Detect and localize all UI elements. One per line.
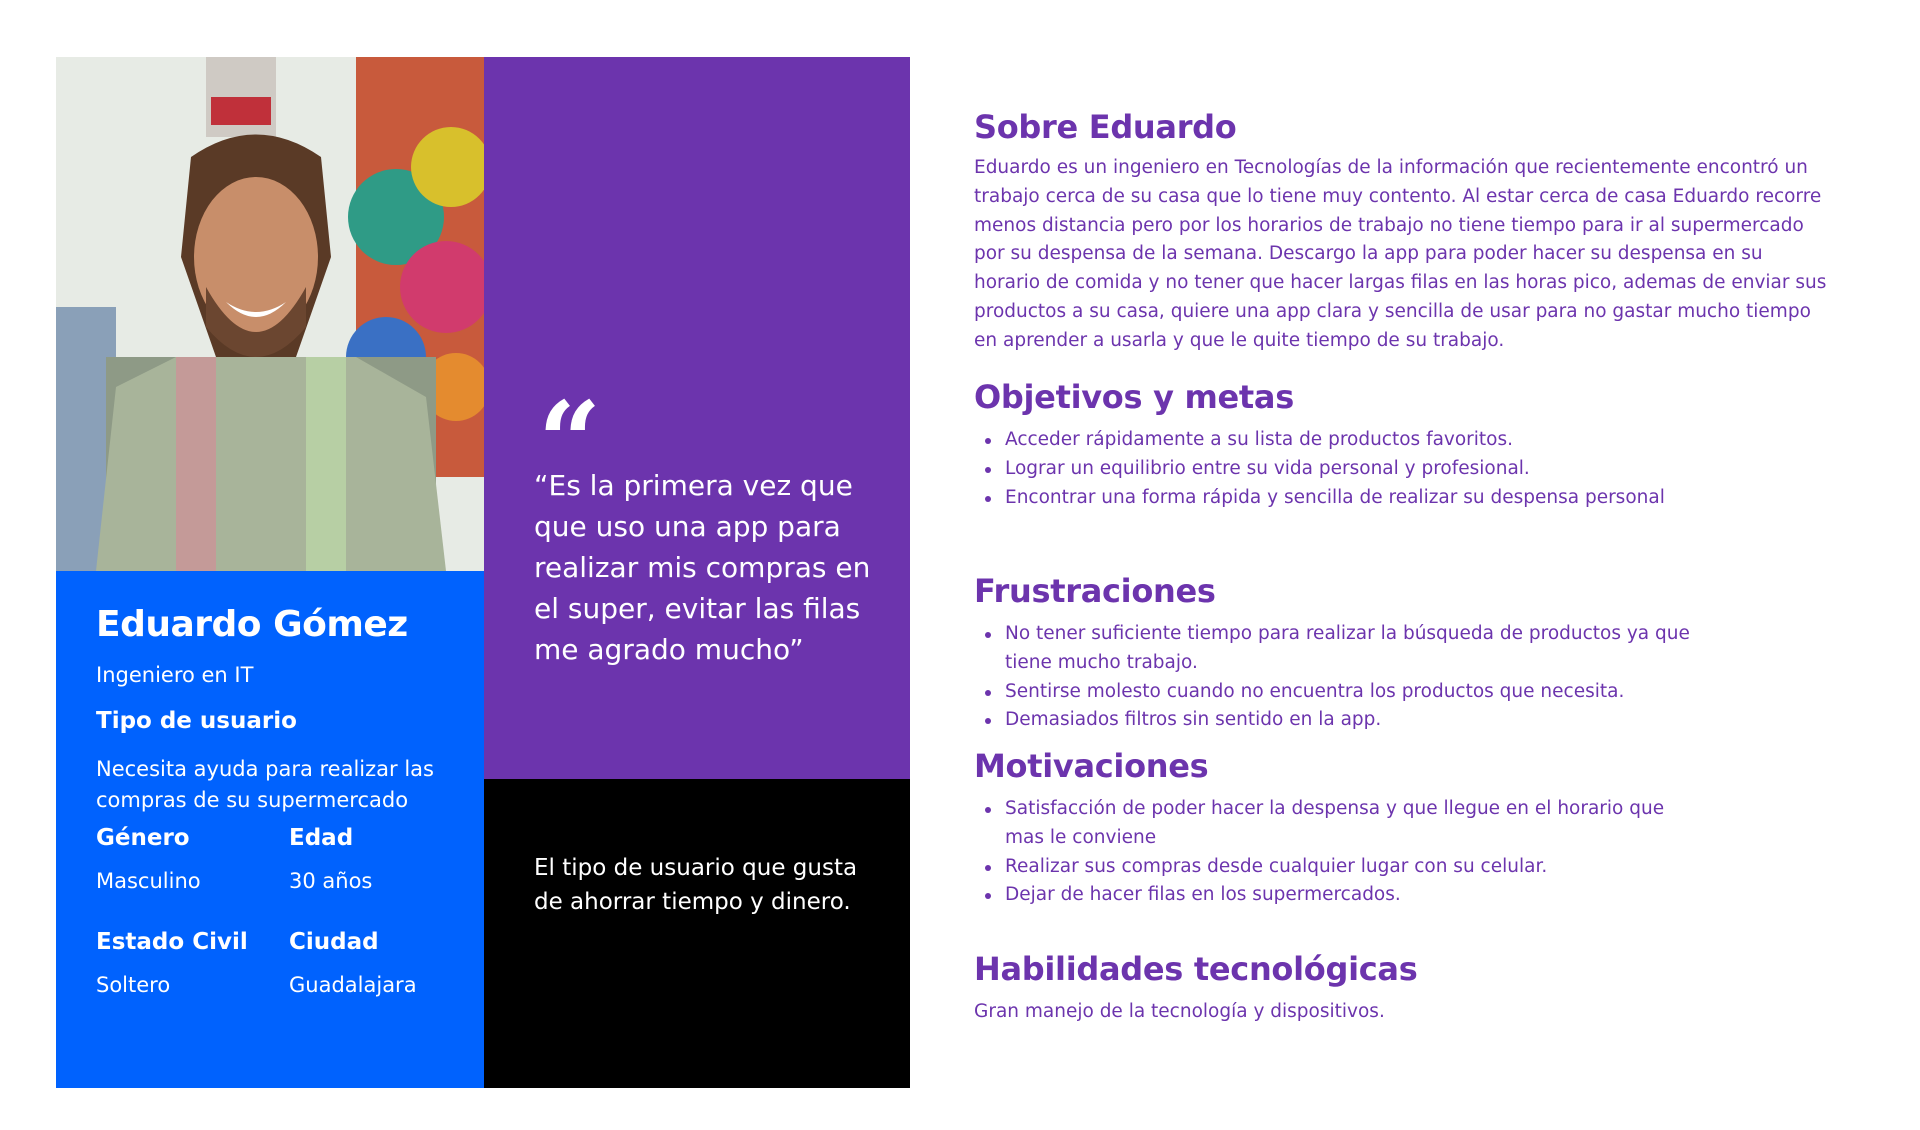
persona-photo	[56, 57, 484, 571]
persona-role: Ingeniero en IT	[96, 663, 254, 687]
goals-heading: Objetivos y metas	[974, 378, 1294, 416]
city-label: Ciudad	[289, 929, 379, 955]
frustrations-section	[974, 572, 1834, 735]
skills-heading: Habilidades tecnológicas	[974, 950, 1418, 988]
motivations-heading: Motivaciones	[974, 747, 1209, 785]
list-item: Realizar sus compras desde cualquier lugar con su celular.	[974, 853, 1694, 882]
list-item: Acceder rápidamente a su lista de productos favoritos.	[974, 426, 1834, 455]
gender-label: Género	[96, 825, 190, 851]
list-item: Satisfacción de poder hacer la despensa y que llegue en el horario que mas le conviene	[974, 795, 1694, 853]
user-type-text: Necesita ayuda para realizar las compras de su supermercado	[96, 757, 434, 812]
goals-section	[974, 378, 1834, 512]
city-value: Guadalajara	[289, 973, 417, 997]
list-item: Sentirse molesto cuando no encuentra los productos que necesita.	[974, 678, 1694, 707]
persona-name: Eduardo Gómez	[96, 604, 408, 645]
gender-value: Masculino	[96, 869, 201, 893]
about-section	[974, 108, 1834, 356]
quote-mark-icon: “	[538, 377, 602, 506]
summary-panel	[484, 779, 910, 1088]
frustrations-list	[974, 620, 1694, 735]
list-item: Dejar de hacer filas en los supermercados.	[974, 881, 1694, 910]
age-label: Edad	[289, 825, 354, 851]
list-item: Demasiados filtros sin sentido en la app.	[974, 706, 1694, 735]
motivations-section	[974, 747, 1834, 910]
list-item: No tener suficiente tiempo para realizar la búsqueda de productos ya que tiene mucho trabajo.	[974, 620, 1694, 678]
goals-list	[974, 426, 1834, 512]
civil-status-value: Soltero	[96, 973, 171, 997]
profile-card	[56, 571, 484, 1088]
skills-section	[974, 950, 1834, 1027]
quote-text: “Es la primera vez que que uso una app para realizar mis compras en el super, evitar las filas me agrado mucho”	[534, 469, 871, 666]
age-value: 30 años	[289, 869, 373, 893]
about-text: Eduardo es un ingeniero en Tecnologías de la información que recientemente encontró un trabajo cerca de su casa que lo tiene muy contento. Al estar cerca de casa Eduardo recorre menos distancia pero por los horarios de trabajo no tiene tiempo para ir al supermercado por su despensa de la semana. Descargo la app para poder hacer su despensa en su horario de comida y no tener que hacer largas filas en las horas pico, ademas de enviar sus productos a su casa, quiere una app clara y sencilla de usar para no gastar mucho tiempo en aprender a usarla y que le quite tiempo de su trabajo.	[974, 157, 1827, 351]
summary-text: El tipo de usuario que gusta de ahorrar tiempo y dinero.	[534, 855, 858, 915]
list-item: Lograr un equilibrio entre su vida personal y profesional.	[974, 455, 1834, 484]
quote-panel	[484, 57, 910, 779]
user-type-label: Tipo de usuario	[96, 708, 297, 734]
civil-status-label: Estado Civil	[96, 929, 248, 955]
motivations-list	[974, 795, 1694, 910]
about-heading: Sobre Eduardo	[974, 108, 1237, 146]
skills-text: Gran manejo de la tecnología y dispositivos.	[974, 1001, 1385, 1022]
frustrations-heading: Frustraciones	[974, 572, 1216, 610]
list-item: Encontrar una forma rápida y sencilla de realizar su despensa personal	[974, 484, 1834, 513]
